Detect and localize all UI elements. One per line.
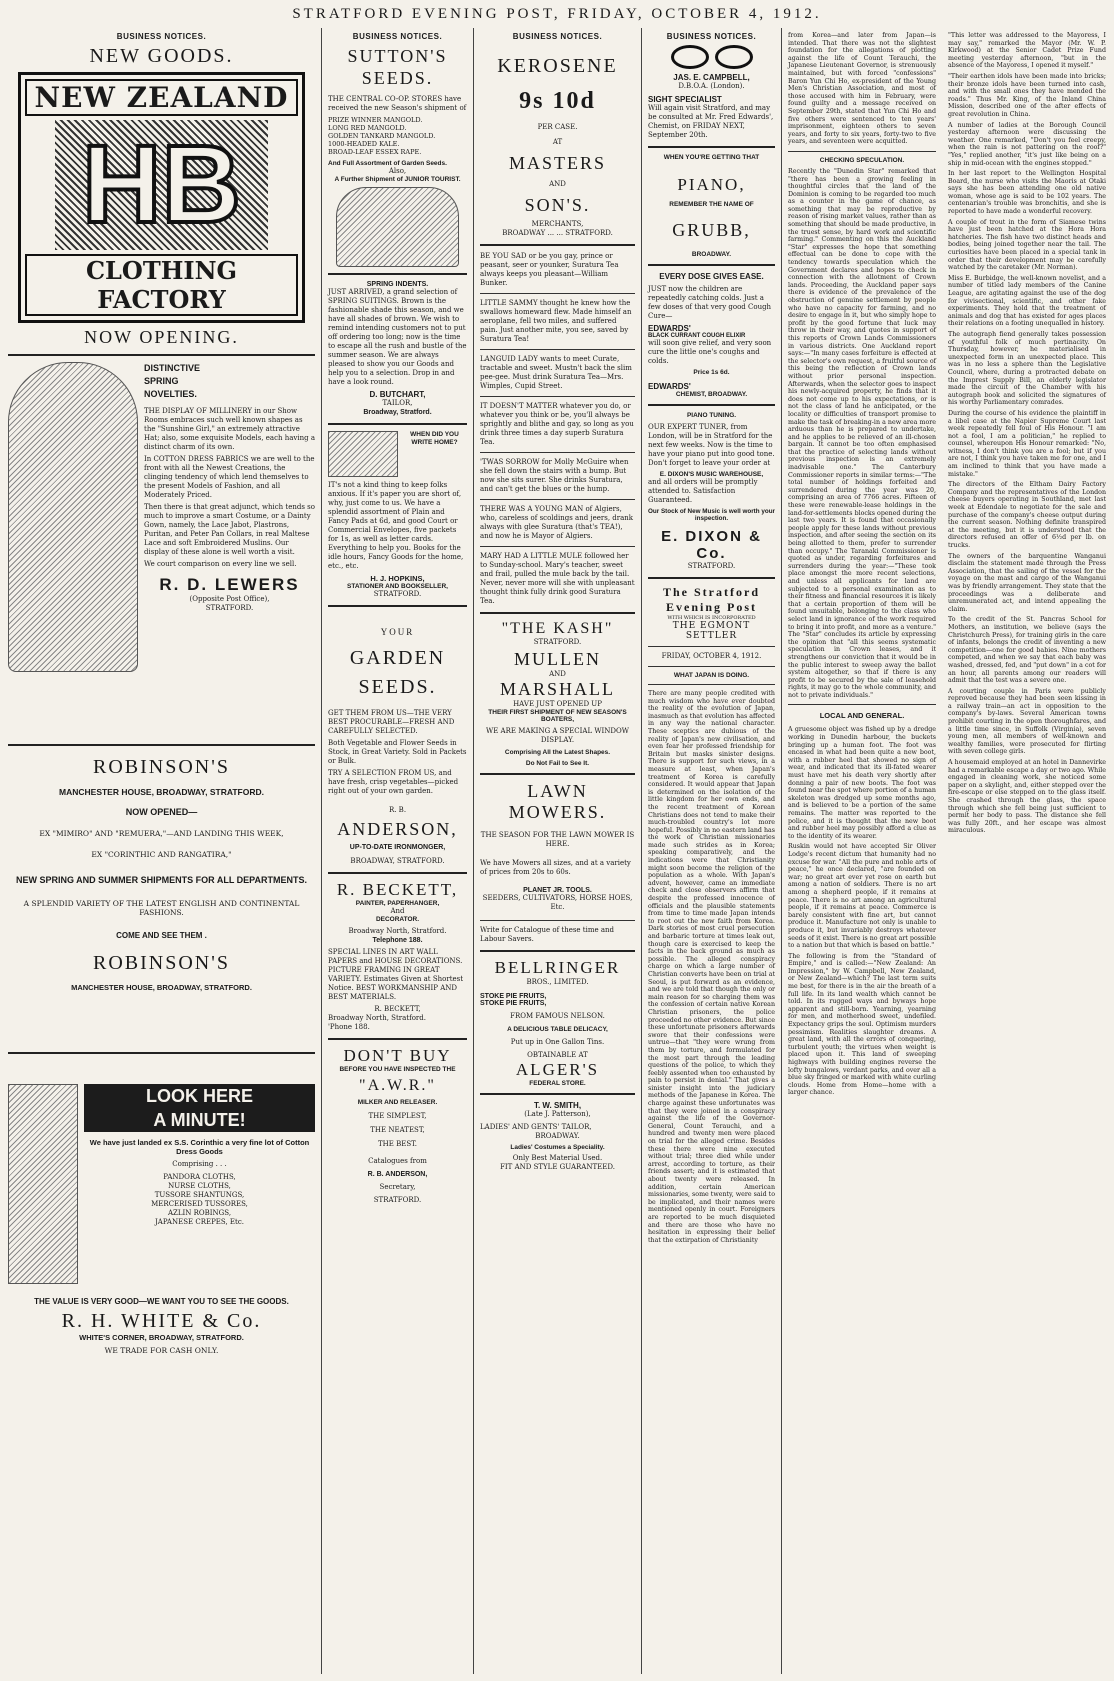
rob-house-2: MANCHESTER HOUSE, BROADWAY, STRATFORD. — [71, 983, 252, 992]
suratura-p: 'TWAS SORROW for Molly McGuire when she fell down the stairs with a bump. But now she sits surer. She drinks Suratura, and can't get the blues or the hump. — [480, 458, 629, 493]
white-item: PANDORA CLOTHS, — [163, 1173, 236, 1181]
white-addr: WHITE'S CORNER, BROADWAY, STRATFORD. — [79, 1333, 244, 1342]
beckett-trade-1: PAINTER, PAPERHANGER, — [355, 900, 440, 907]
bell-bros: BROS., LIMITED. — [526, 978, 589, 986]
lewers-ad — [8, 362, 315, 738]
man-illustration — [8, 1084, 78, 1284]
sutton-full: And Full Assortment of Garden Seeds. — [328, 160, 447, 167]
smith-late: (Late J. Patterson), — [524, 1110, 591, 1118]
hopkins-p: IT's not a kind thing to keep folks anxious. If it's paper you are short of, why, just come to us. We have a splendid assortment of Plain and Fancy Pads at 6d, and good Court or Commercial Envelopes, five packets for 1s, as well as letter cards. Everything to help you. Books for the idle hours, Fancy Goods for the home, etc., etc. — [328, 481, 464, 570]
local-item: In her last report to the Wellington Hospital Board, the nurse who visits the Maoris at Otaki says she has been attending one old native woman, whose age is said to be 102 years. The centenarian's trouble was bronchitis, and she is reported to have made a wonderful recovery. — [948, 170, 1106, 216]
sutton-p: THE CENTRAL CO-OP. STORES have received the new Season's shipment of — [328, 95, 467, 112]
rob-title-2: ROBINSON'S — [93, 952, 230, 974]
kero-name-1: MASTERS — [508, 153, 607, 173]
camp-sight: SIGHT SPECIALIST — [648, 95, 722, 104]
awr-sec: Secretary, — [379, 1183, 416, 1191]
white-name: R. H. WHITE & Co. — [61, 1310, 262, 1332]
smith-p: LADIES' AND GENTS' TAILOR, — [480, 1123, 592, 1131]
local-item: The autograph fiend generally takes possession of youthful folk of much pertinacity. On Thursday, however, he materialised in unexpected form in an unexpected place. This was in no less a sphere than the Legislative Council, where, during a protracted debate on the Imprest Supply Bill, an elderly legislator made the circuit of the Chamber with his autograph book and solicited the signatures of his worthy Parliamentary comrades. — [948, 330, 1106, 407]
lewers-addr-1: (Opposite Post Office), — [189, 595, 270, 603]
kero-and: AND — [549, 180, 566, 188]
dixon-name: E. DIXON & Co. — [661, 528, 762, 562]
white-item: TUSSORE SHANTUNGS, — [154, 1191, 245, 1199]
local-item: During the course of his evidence the plaintiff in a libel case at the Napier Supreme Court last week repeatedly fell foul of His Honour. "I am not a fool, I am a politician," he replied to counsel, whereupon His Honour remarked: "No, witness, I don't think you are a fool; but if you are not, I think you have taken me for one, and I am inclined to think that you have made a mistake." — [948, 409, 1106, 478]
lewers-p2: In COTTON DRESS FABRICS we are well to the front with all the Newest Creations, the clinging tendency of which lend themselves to the present Models of Fashion, and all Moderately Priced. — [144, 455, 315, 499]
kero-name-2: SON'S. — [524, 195, 591, 215]
kash-title: "THE KASH" — [501, 620, 614, 637]
white-comprising: Comprising . . . — [172, 1160, 227, 1168]
awr-sub: BEFORE YOU HAVE INSPECTED THE — [339, 1066, 456, 1073]
sep-date: FRIDAY, OCTOBER 4, 1912. — [661, 652, 762, 660]
beckett-phone: 'Phone 188. — [328, 1023, 370, 1031]
piano-title: PIANO, — [677, 175, 746, 194]
beckett-trade-3: DECORATOR. — [375, 916, 420, 923]
business-notices-heading: BUSINESS NOTICES. — [666, 32, 757, 41]
white-banner-1: LOOK HERE — [84, 1084, 315, 1108]
lady-illustration — [8, 362, 138, 672]
ed-name: EDWARDS' — [648, 324, 691, 333]
beckett-addr: Broadway North, Stratford. — [348, 927, 447, 935]
piano-when: WHEN YOU'RE GETTING THAT — [663, 154, 760, 161]
local-item: A housemaid employed at an hotel in Dannevirke had a remarkable escape a day or two ago. While engaged in cleaning work, she noticed some paper on a skylight, and, either stepped over the fire-escape or else stepped on to the glass itself. She crashed through the glass, the space through which she fell being just sufficient to permit her body to pass. The distance she fell was fully 20ft., and her escape was almost miraculous. — [948, 759, 1106, 835]
local-p3: The following is from the "Standard of Empire," and is called:—"New Zealand: An Impression," by W. Campbell, New Zealand, or New Zealand—which? The last term suits me best, for there is in the air the breath of a full life. In its land wealth which cannot be told. In its rugged ways and byways hope apparent and still-born. Yearning, yearning for men, and motherhood sweet, undefiled. Expectancy grips the soul. Optimism murders pessimism. Realities slaughter dreams. A great land, with all the errors of conquering, turbulent youth; the virtues when weight is placed upon it. This land of sweeping highways with building engines reverse the lofty bungalows, verdant parks, and over all a blue sky fringed or marked with white curling clouds. Home from Home—home with a larger chance. — [788, 952, 936, 1097]
lawn-title-2: MOWERS. — [508, 802, 607, 822]
hb-bottom: NOW OPENING. — [84, 327, 239, 347]
business-notices-heading: BUSINESS NOTICES. — [352, 32, 443, 41]
local-item: A courting couple in Paris were publicly reproved because they had been seen kissing in a railway train—an act in opposition to the company's by-laws. Several American towns prohibit courting in the open thoroughfares, and a little time since, in Suffolk (Virginia), seven young men, all members of well-known and wealthy families, were prosecuted for flirting with seven college girls. — [948, 687, 1106, 756]
local-item: The owners of the barquentine Wanganui disclaim the statement made through the Press Association, that the sailing of the vessel for the voyage on the mast and cargo of the Wanganui was by friendly arrangement. They state that the proceedings was a deliberate and unremunerated act, and intend appealing the claim. — [948, 552, 1106, 613]
local-p1: A gruesome object was fished up by a dredge working in Dunedin harbour, the buckets bringing up a human foot. The foot was encased in what had been quite a new boot, with a rubber heel that showed no sign of wear, and indicated that its ill-fated wearer must have met his death very shortly after donning a pair of new boots. The foot was found near the spot where portion of a human skeleton was dredged up some months ago, and is believed to be a portion of the same remains. The matter was reported to the police, and it is thought that the new boot and rubber heel may possibly afford a clue as to the identity of its wearer. — [788, 726, 936, 840]
seeds-p1: GET THEM FROM US—THE VERY BEST PROCURABLE—FRESH AND CAREFULLY SELECTED. — [328, 709, 455, 735]
mm-fail: Do Not Fail to See It. — [525, 760, 590, 767]
sep-with: WITH WHICH IS INCORPORATED — [667, 615, 756, 621]
lawn-season: THE SEASON FOR THE LAWN MOWER IS HERE. — [480, 831, 635, 848]
sutton-item: 1000-HEADED KALE. — [328, 140, 400, 148]
local-item: "Their earthen idols have been made into bricks; their bronze idols have been turned into cash, and with the small ones they have mended the roads." Thus Mr. King, of the Inland China Mission, described one of the after effects of great revolution in China. — [948, 72, 1106, 118]
rob-house: MANCHESTER HOUSE, BROADWAY, STRATFORD. — [59, 787, 264, 797]
masthead: STRATFORD EVENING POST, FRIDAY, OCTOBER 4, 1912. — [292, 6, 822, 22]
rob-open: NOW OPENED— — [125, 807, 198, 817]
lewers-p1: THE DISPLAY OF MILLINERY in our Show Rooms embraces such well known shapes as the "Sunshine Girl," an extremely attractive Hat; also, some exquisite Models, each having a distinct charm of its own. — [144, 407, 316, 451]
pram-illustration — [336, 187, 459, 267]
white-banner-2: A MINUTE! — [84, 1108, 315, 1132]
column-4 — [642, 28, 782, 1674]
suratura-p: LANGUID LADY wants to meet Curate, tractable and sweet. Mustn't back the slim pee-gee. Must drink Suratura Tea—Mrs. Wimples, Cupid Street. — [480, 355, 632, 390]
planet-items: SEEDERS, CULTIVATORS, HORSE HOES, Etc. — [482, 894, 633, 911]
awr-line: THE NEATEST, — [370, 1126, 425, 1134]
bell-stoke-2: STOKE PIE FRUITS, — [480, 1000, 547, 1007]
kero-per: PER CASE. — [537, 123, 578, 131]
ed-dose: EVERY DOSE GIVES EASE. — [659, 272, 764, 281]
awr-addr: STRATFORD. — [373, 1196, 422, 1204]
ed-cure: will soon give relief, and very soon cure the little one's coughs and colds. — [648, 339, 772, 365]
camp-p: Will again visit Stratford, and may be consulted at Mr. Fred Edwards', Chemist, on FRIDAY NEXT, September 20th. — [648, 104, 774, 139]
business-notices-heading: BUSINESS NOTICES. — [116, 32, 207, 41]
column-3 — [474, 28, 642, 1674]
lawn-title-1: LAWN — [527, 781, 588, 801]
smith-addr: BROADWAY. — [535, 1132, 580, 1140]
smith-mat: Only Best Material Used. — [512, 1154, 603, 1162]
ed-name-2: EDWARDS' — [648, 382, 691, 391]
mm-opened: HAVE JUST OPENED UP — [513, 700, 602, 708]
sep-title: The Stratford Evening Post — [663, 585, 760, 614]
business-notices-heading: BUSINESS NOTICES. — [512, 32, 603, 41]
mm-comp: Comprising All the Latest Shapes. — [504, 749, 611, 756]
anderson-name: ANDERSON, — [337, 819, 458, 839]
rob-shipments: NEW SPRING AND SUMMER SHIPMENTS FOR ALL DEPARTMENTS. — [15, 875, 307, 885]
japan-cont: from Korea—and later from Japan—is intended. That there was not the slightest foundation for the allegations of plotting against the life of Count Terauchi, the Japanese Lieutenant Governor, is strenuously maintained, but with forced "confessions" Baron Yun Chi Ho, ex-president of the Young Men's Christian Association, and most of those accused with him in February, were found guilty and a message received on September 29th, stated that Yun Chi Ho and five others were sentenced to ten years' imprisonment, eighteen others to seven years, and forty to six years, forty-two to five years, and seventeen were acquitted. — [788, 32, 936, 146]
bell-put: Put up in One Gallon Tins. — [510, 1038, 605, 1046]
lewers-p4: We court comparison on every line we sell. — [144, 560, 297, 568]
pt-stock: Our Stock of New Music is well worth your inspection. — [648, 508, 776, 522]
white-items — [84, 1173, 315, 1227]
awr-line: THE SIMPLEST, — [368, 1112, 427, 1120]
spec-p: Recently the "Dunedin Star" remarked that "there has been a growing feeling in thoughtful circles that the land of the Dominion is coming to be regarded too much as a counter in the game of chance, as something that may be reproductive by reason of rising market values, rather than as something that should be made productive, in the truest sense, by hard work and scientific farming." Commenting on this the Auckland "Star" expresses the hope that something effectual can be done to cope with the tendency towards speculation which the Government declares and hopes to check in connection with the allotment of Crown lands. Proceeding, the Auckland paper says there is evidence of the prevalence of the obstruction of genuine settlement by people who have no capacity for farming, and no desire to engage in it, but who simply hope to profit by the good fortune that luck may throw in their way, and quotes in support of this reports of Crown Lands Commissioners in various districts. One Auckland report says:—"In many cases forfeiture is effected at the selector's own request, a fruitful source of this being the reflection of Crown lands without prior personal inspection. Afterwards, when the selector goes to inspect his newly-acquired property, he finds that it does not come up to his expectations, or is not the class of land he anticipated, or the locality or difficulties of transport promise to make the task of breaking-in a new area more arduous than he is prepared to undertake, and he applies to be relieved of an ill-chosen bargain. It cannot be too often emphasised that the practice of selecting lands without previous inspection is an extremely inadvisable one." The Canterbury Commissioner reports in similar terms:—"The total number of holdings forfeited and surrendered during the year was 20, comprising an area of 7766 acres. Fifteen of these were renewable-lease holdings in the land-for-settlements blocks opened during the last two years. It is found that occasionally people apply for these lands without previous inspection, and after seeing the section on its being allotted to them, prefer to surrender than occupy." The Taranaki Commissioner is quoted as under, regarding forfeitures and surrenders during the year:—"These took place amongst the more recent selections, and unless all applicants for land are subjected to a personal examination as to their fitness and financial resources it is likely that a certain proportion of them will be found unsuitable, belonging to the class who select land in ignorance of the work required to bring it into profit, and more as a venture." The "Star" concludes its article by expressing the opinion that "all this seems systematic speculation in Crown leases, and it strengthens our conviction that it would be in the public interest to sweep away the ballot system altogether, so that if there is any profit to be secured by the sale of leasehold rights, it may go to the whole community, and not to private individuals." — [788, 167, 936, 699]
local-item: "This letter was addressed to the Mayoress, I may say," remarked the Mayor (Mr. W. P. Kirkwood) at the Senior Cadet Prize Fund meeting yesterday afternoon, "but in the absence of the Mayoress, I opened it myself." — [948, 32, 1106, 70]
japan-p: There are many people credited with much wisdom who have ever doubted the reality of the evolution of Japan, inasmuch as that evolution has affected in any way the national character. These sceptics are dubious of the reality of Japan's new civilisation, and even fear her professed friendship for Britain but masks sinister designs. There is support for such views, in a measure at least, when Japan's treatment of Korea is carefully considered. It would appear that Japan is determined on the isolation of the little kingdom for her own ends, and the recent treatment of Korean Christians does not tend to make their much-troubled country's lot more hopeful. Possibly in no eastern land has the work of Christian missionaries made such strides as in Korea; speaking comparatively, and the indications were that Christianity might soon become the religion of the population as a whole. With Japan's advent, however, came an immediate check and close observers affirm that despite the professed innocence of officials and the plausible statements from time to time made Japan intends to root out the new faith from Korea. Dark stories of most cruel persecution and barbaric torture at times leak out, though care is exercised to keep the facts in the back ground as much as possible. The alleged conspiracy charge on which a large number of Christian converts have been on trial at Seoul, is put forward as an evidence, and we are told that though the only or main reason for so charging them was the confession of certain native Korean Christian prisoners, the police proceeded no other evidence. But since these unfortunate prisoners afterwards swore that their confessions were untrue—that "they were wrung from them by torture, and formulated for the most part through the leading questions of the police, to which they feebly assented when too exhausted by pain to persist in denial." That gives a sinister insight into the judiciary methods of the Japanese in Korea. The charge against these unfortunates was that they were joined in a conspiracy against the life of the Governor-General, Count Terauchi, and a hundred and twenty men were placed on trial for the alleged crime. Besides these there were nine executed without trial; three died while under arrest, according to torture, as their friends assert; and it is estimated that about twenty were released. In addition, certain American missionaries, some twenty, were said to be implicated, and their names were mentioned openly in court. Foreigners are reported to be much disquieted and there are those who have no hesitation in expressing their belief that the extirpation of Christianity — [648, 690, 776, 1244]
seeds-your: YOUR — [380, 627, 415, 637]
beckett-name: R. BECKETT, — [336, 880, 459, 899]
white-landed: We have just landed ex S.S. Corinthic a very fine lot of Cotton Dress Goods — [89, 1138, 310, 1156]
hb-factory: CLOTHING FACTORY — [25, 254, 298, 316]
hopkins-question: WHEN DID YOU WRITE HOME? — [410, 431, 459, 446]
suratura-p: LITTLE SAMMY thought he knew how the swallows homeward flew. Made himself an aeroplane, fell two miles, and suffered pain. Just another mite, you see, saved by Suratura Tea! — [480, 299, 632, 343]
local-p2: Ruskin would not have accepted Sir Oliver Lodge's recent dictum that humanity had no excuse for war. "All the pure and noble arts of peace," he once declared, "are founded on war; no great art ever yet rose on earth but among a nation of soldiers. There is no art among a shepherd people, if it remains at peace. There is no art among an agricultural people, if it remains at peace. Commerce is barely consistent with fine art, but cannot produce it. Manufacture not only is unable to produce it, but invariably destroys whatever seeds of it exist. There is no great art possible to a nation but that which is based on battle." — [788, 843, 936, 950]
bell-from: FROM FAMOUS NELSON. — [510, 1012, 605, 1020]
column-2 — [322, 28, 474, 1674]
sutton-shipment: A Further Shipment of JUNIOR TOURIST. — [334, 176, 461, 183]
anderson-init: R. B. — [388, 806, 407, 814]
bell-stoke-1: STOKE PIE FRUITS, — [480, 993, 547, 1000]
awr-name: "A.W.R." — [359, 1077, 436, 1094]
column-5 — [782, 28, 942, 1674]
pt-dixon: E. DIXON'S MUSIC WAREHOUSE, — [659, 471, 764, 478]
dixon-town: STRATFORD. — [687, 562, 736, 570]
white-item: MERCERISED TUSSORES, — [151, 1200, 248, 1208]
hb-top: NEW GOODS. — [89, 45, 234, 67]
pt-head: PIANO TUNING. — [686, 412, 737, 419]
ed-chem: CHEMIST, BROADWAY. — [675, 391, 748, 398]
sutton-also: Also, — [388, 167, 407, 175]
pt-p: OUR EXPERT TUNER, from London, will be in Stratford for the next few weeks. Now is the time to have your piano put into good tone. Don't forget to leave your order at — [648, 423, 775, 467]
butchart-trade: TAILOR, — [382, 399, 413, 407]
anderson-trade: UP-TO-DATE IRONMONGER, — [349, 844, 446, 851]
robinsons-ad — [8, 756, 315, 1046]
local-item: Miss E. Burbidge, the well-known novelist, and a number of titled lady members of the Canine League, are agitating against the use of the dog for vivisectional, scientific, and other fake experiments. They hold that the treatment of animals and dog that has existed for ages places their relations on a footing unequalled in history. — [948, 274, 1106, 328]
smith-name: T. W. SMITH, — [533, 1101, 582, 1110]
rob-ex-2: EX "CORINTHIC AND RANGATIRA," — [91, 850, 232, 859]
hb-nz: NEW ZEALAND — [25, 79, 298, 116]
butchart-p: JUST ARRIVED, a grand selection of SPRING SUITINGS. Brown is the fashionable shade this season, and we have all shades of brown. We wish to remind intending customers not to put off ordering too long; now is the time to escape all the rush and bustle of the summer season. We are always pleased to show you our Goods and help you to a selection. Drop in and have a look round. — [328, 288, 467, 386]
seeds-p3: TRY A SELECTION FROM US, and have fresh, crisp vegetables—picked right out of your own garden. — [328, 769, 459, 795]
planet: PLANET JR. TOOLS. — [523, 887, 592, 894]
butchart-addr: Broadway, Stratford. — [363, 409, 432, 416]
mullen-and: AND — [549, 670, 566, 678]
lewers-name: R. D. LEWERS — [159, 575, 300, 594]
suratura-p: THERE WAS A YOUNG MAN of Algiers, who, careless of scoldings and jeers, drank always with glee Suratura (that's TEA!), and now he is Mayor of Algiers. — [480, 505, 634, 540]
japan-head: WHAT JAPAN IS DOING. — [673, 672, 750, 679]
awr-line: THE BEST. — [377, 1140, 418, 1148]
awr-from: R. B. ANDERSON, — [367, 1171, 428, 1178]
lawn-p: We have Mowers all sizes, and at a variety of prices from 20s to 60s. — [480, 859, 631, 876]
sutton-item: PRIZE WINNER MANGOLD. — [328, 116, 423, 124]
suratura-p: BE YOU SAD or be you gay, prince or peasant, seer or younker, Suratura Tea always keeps you pleasant—William Bunker. — [480, 252, 619, 287]
beckett-sig-2: Broadway North, Stratford. — [328, 1014, 426, 1022]
smith-costumes: Ladies' Costumes a Speciality. — [510, 1144, 605, 1151]
awr-title: DON'T BUY — [343, 1046, 452, 1065]
piano-remember: REMEMBER THE NAME OF — [669, 201, 754, 208]
kero-price: 9s 10d — [519, 88, 596, 114]
local-item: The directors of the Eltham Dairy Factory Company and the representatives of the London cheese buyers operating in Southland, met last week at Edendale to negotiate for the sale and purchase of the company's cheese output during the current season. Nothing definite transpired at the meeting, but it is understood that the directors refused an offer of 6½d per lb. on trucks. — [948, 481, 1106, 549]
sep-settler: THE EGMONT SETTLER — [672, 621, 751, 641]
lewers-title-1: DISTINCTIVE — [144, 363, 201, 373]
bell-delicacy: A DELICIOUS TABLE DELICACY, — [507, 1026, 608, 1033]
sutton-title: SUTTON'S SEEDS. — [347, 46, 448, 88]
desk-illustration — [328, 431, 398, 477]
anderson-addr: BROADWAY, STRATFORD. — [350, 857, 445, 865]
hopkins-addr: STRATFORD. — [373, 590, 422, 598]
pt-orders: and all orders will be promptly attended to. Satisfaction Guaranteed. — [648, 478, 758, 504]
kero-addr: BROADWAY ... ... STRATFORD. — [502, 229, 613, 237]
lewers-title-2: SPRING — [144, 376, 179, 386]
ed-p: JUST now the children are repeatedly catching colds. Just a few doses of that very good Cough Cure— — [648, 285, 772, 320]
smith-fit: FIT AND STYLE GUARANTEED. — [500, 1163, 615, 1171]
local-item: A couple of trout in the form of Siamese twins have just been hatched at the Hora Hora hatcheries. The fish have two distinct heads and bodies, being joined together near the tail. The curiosities have been placed in a special tank in order that their development may be carefully watched by the caretaker (Mr. Norman). — [948, 218, 1106, 272]
lewers-title-3: NOVELTIES. — [144, 389, 197, 399]
seeds-seeds: SEEDS. — [358, 676, 437, 698]
white-value: THE VALUE IS VERY GOOD—WE WANT YOU TO SEE THE GOODS. — [34, 1297, 289, 1306]
mullen-name: MULLEN — [514, 649, 601, 669]
white-item: NURSE CLOTHS, — [168, 1182, 231, 1190]
rob-ex-1: EX "MIMIRO" AND "REMUERA,"—AND LANDING THIS WEEK, — [39, 829, 284, 838]
suratura-p: IT DOESN'T MATTER whatever you do, or whatever you think or be, you'll always be sprightly and blithe and gay, so long as you drink three times a day superb Suratura Tea. — [480, 402, 634, 446]
ed-price: Price 1s 6d. — [693, 369, 730, 376]
local-item: To the credit of the St. Pancras School for Mothers, an institution, we believe (says the Christchurch Press), for training girls in the care of infants, belongs the credit of inventing a new competition—one for good babies. Nine mothers competed, and when we say that each baby was washed, dressed, fed, and "put down" in a cot for an hour, all parents among our readers will admit that the test was a severe one. — [948, 616, 1106, 685]
suratura-ads — [480, 252, 635, 606]
beckett-p: SPECIAL LINES IN ART WALL PAPERS and HOUSE DECORATIONS. PICTURE FRAMING IN GREAT VARIETY. Estimates Given at Shortest Notice. BEST WORKMANSHIP AND BEST MATERIALS. — [328, 948, 464, 1001]
white-cash: WE TRADE FOR CASH ONLY. — [104, 1346, 219, 1355]
butchart-head: SPRING INDENTS. — [366, 281, 429, 288]
awr-lines — [328, 1112, 467, 1149]
sutton-item: LONG RED MANGOLD. — [328, 124, 407, 132]
suratura-p: MARY HAD A LITTLE MULE followed her to Sunday-school. Mary's teacher, sweet and frail, pulled the mule back by the tail. Never, never more will she with unpleasant thought think fully drink good Suratura Tea. — [480, 552, 635, 605]
seeds-p2: Both Vegetable and Flower Seeds in Stock, in Great Variety. Sold in Packets or Bulk. — [328, 739, 467, 765]
kero-at: AT — [552, 138, 563, 146]
seeds-garden: GARDEN — [349, 647, 446, 669]
beckett-trade-2: And — [390, 907, 405, 915]
beckett-sig: R. BECKETT, — [374, 1005, 421, 1013]
white-ad — [8, 1084, 315, 1355]
local-item: A number of ladies at the Borough Council yesterday afternoon were discussing the weather. One remarked, "Don't you feel creepy, when the rain is not pattering on the roof?" "Yes," replied another, "it's just like being on a ship in mid-ocean with the engines stopped." — [948, 121, 1106, 167]
column-1 — [2, 28, 322, 1674]
local-head: LOCAL AND GENERAL. — [819, 711, 905, 721]
lewers-p3: Then there is that great adjunct, which tends so much to improve a smart Costume, or a Dainty Gown, namely, the Lace Jabot, Plastrons, Puritan, and Peter Pan Collars, in real Maltese Lace and soft Embroidered Muslins. Our display of these alone is well worth a visit. — [144, 503, 315, 556]
hopkins-name: H. J. HOPKINS, — [370, 574, 425, 583]
marshall-name: MARSHALL — [499, 679, 615, 699]
camp-quals: D.B.O.A. (London). — [678, 82, 745, 90]
hb-logo: HB — [55, 120, 268, 250]
mm-display: WE ARE MAKING A SPECIAL WINDOW DISPLAY. — [486, 727, 629, 744]
rob-title: ROBINSON'S — [93, 756, 230, 778]
sutton-item: BROAD-LEAF ESSEX RAPE. — [328, 148, 422, 156]
awr-cat: Catalogues from — [368, 1157, 427, 1165]
beckett-tel: Telephone 188. — [372, 937, 423, 944]
column-6 — [942, 28, 1112, 1674]
white-item: AZLIN ROBINGS, — [167, 1209, 232, 1217]
sutton-item: GOLDEN TANKARD MANGOLD. — [328, 132, 436, 140]
alger-store: FEDERAL STORE. — [529, 1080, 586, 1087]
kero-title: KEROSENE — [497, 55, 618, 77]
grubb: GRUBB, — [672, 220, 751, 240]
lewers-addr-2: STRATFORD. — [205, 604, 254, 612]
hopkins-trade: STATIONER AND BOOKSELLER, — [347, 583, 448, 590]
rob-come: COME AND SEE THEM . — [116, 931, 207, 940]
awr-trade: MILKER AND RELEASER. — [357, 1099, 438, 1106]
kash-town: STRATFORD. — [533, 638, 582, 646]
alger: ALGER'S — [515, 1060, 600, 1079]
ed-elixir: BLACK CURRANT COUGH ELIXIR — [648, 333, 746, 339]
white-item: JAPANESE CREPES, Etc. — [155, 1218, 244, 1226]
spec-head: CHECKING SPECULATION. — [819, 156, 905, 164]
bell-obt: OBTAINABLE AT — [527, 1051, 588, 1059]
grubb-addr: BROADWAY. — [691, 251, 732, 258]
rob-variety: A SPLENDID VARIETY OF THE LATEST ENGLISH AND CONTINENTAL FASHIONS. — [23, 899, 300, 917]
planet-write: Write for Catalogue of these time and Labour Savers. — [480, 926, 615, 943]
kero-trade: MERCHANTS, — [531, 220, 584, 228]
mm-ship: THEIR FIRST SHIPMENT OF NEW SEASON'S BOATERS, — [488, 709, 627, 723]
spectacles-illustration — [648, 45, 775, 69]
sutton-items — [328, 116, 467, 156]
camp-name: JAS. E. CAMPBELL, — [673, 73, 750, 82]
bell-title: BELLRINGER — [494, 958, 621, 977]
butchart-name: D. BUTCHART, — [369, 390, 426, 399]
hb-factory-ad — [18, 72, 305, 323]
